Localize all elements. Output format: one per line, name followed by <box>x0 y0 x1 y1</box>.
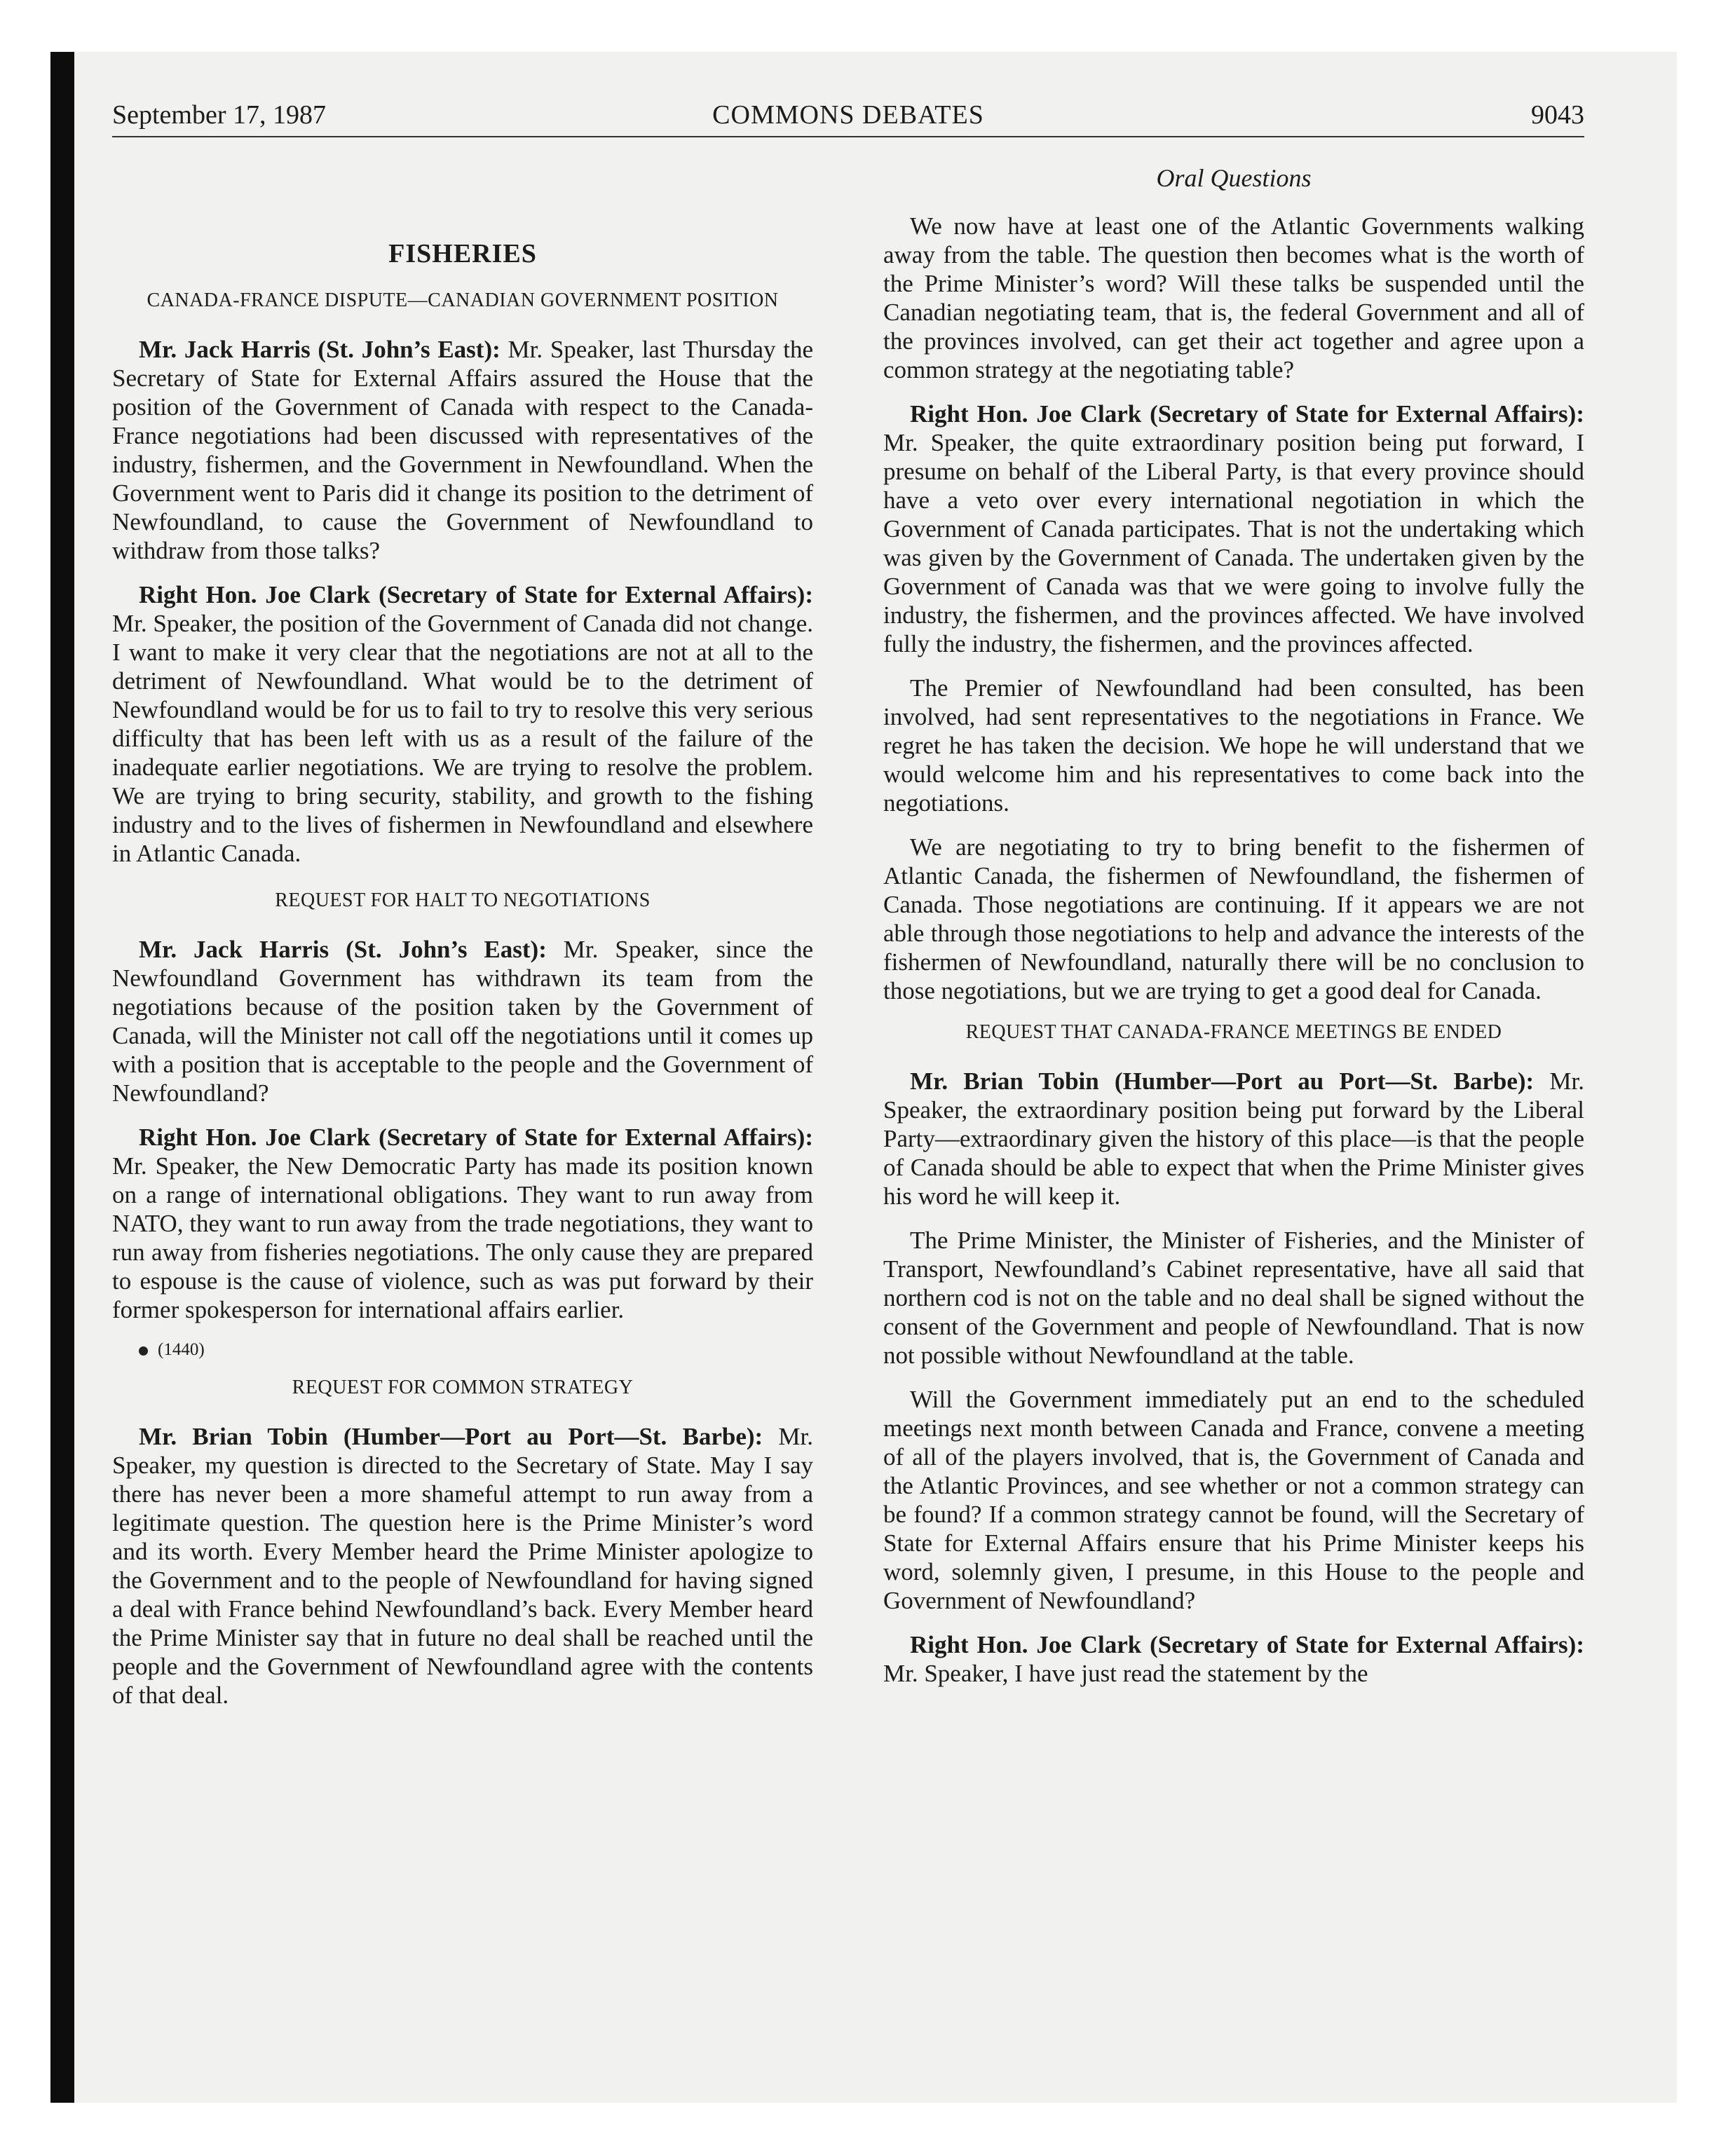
left-column <box>112 163 813 1725</box>
speaker-name: Right Hon. Joe Clark (Secretary of State for External Affairs): <box>910 1631 1584 1658</box>
paragraph <box>883 1630 1584 1688</box>
paragraph: The Premier of Newfoundland had been consulted, has been involved, had sent representatives to the negotiations in France. We regret he has taken the decision. We hope he will understand that we would welcome him and his representatives to come back into the negotiations. <box>883 674 1584 817</box>
speech-text: Mr. Speaker, the extraordinary position being put forward by the Liberal Party—extraordinary given the history of this place—is that the people of Canada should be able to expect that when the Prime Minister gives his word he will keep it. <box>883 1067 1584 1210</box>
binding-edge <box>50 52 74 2103</box>
subheading-common-strategy: REQUEST FOR COMMON STRATEGY <box>292 1377 634 1398</box>
speech-text: Mr. Speaker, last Thursday the Secretary of State for External Affairs assured the House that the position of the Government of Canada with respect to the Canada-France negotiations had been discussed with representatives of the industry, fishermen, and the Government in Newfoundland. When the Government went to Paris did it change its position to the detriment of Newfoundland, to cause the Government of Newfoundland to withdraw from those talks? <box>112 336 814 564</box>
speaker-name: Right Hon. Joe Clark (Secretary of State for External Affairs): <box>139 581 813 608</box>
speaker-name: Mr. Brian Tobin (Humber—Port au Port—St. Barbe): <box>910 1067 1535 1095</box>
speech-text: Mr. Speaker, I have just read the statement by the <box>883 1660 1368 1687</box>
speaker-name: Mr. Jack Harris (St. John’s East): <box>139 936 547 963</box>
speaker-name: Right Hon. Joe Clark (Secretary of State for External Affairs): <box>139 1124 813 1151</box>
paragraph: The Prime Minister, the Minister of Fisheries, and the Minister of Transport, Newfoundland’s Cabinet representative, have all said that northern cod is not on the table and no deal shall be signed without the consent of the Government and people of Newfoundland. That is now not possible without Newfoundland at the table. <box>883 1227 1584 1369</box>
header-page-number: 9043 <box>1531 100 1584 130</box>
subheading-request-halt: REQUEST FOR HALT TO NEGOTIATIONS <box>275 889 651 911</box>
timestamp-text: (1440) <box>158 1340 205 1359</box>
paragraph <box>883 1067 1584 1210</box>
speaker-name: Mr. Brian Tobin (Humber—Port au Port—St. Barbe): <box>139 1423 763 1450</box>
paragraph <box>112 580 813 868</box>
right-column <box>883 163 1584 1703</box>
speaker-name: Mr. Jack Harris (St. John’s East): <box>139 336 501 363</box>
oral-questions-heading: Oral Questions <box>1156 164 1312 192</box>
speech-text: Mr. Speaker, the quite extraordinary position being put forward, I presume on behalf of the Liberal Party, is that every province should have a veto over every international negotiation in which the Government of Canada participates. That is not the undertaking which was given by the Government of Canada. The undertaken given by the Government of Canada was that we were going to involve fully the industry, the fishermen, and the provinces affected. We have involved fully the industry, the fishermen, and the provinces affected. <box>883 429 1584 657</box>
bullet-icon <box>139 1346 148 1356</box>
paragraph <box>112 1422 813 1710</box>
paragraph <box>112 1123 813 1324</box>
paragraph: We are negotiating to try to bring benefit to the fishermen of Atlantic Canada, the fishermen of Newfoundland, the fishermen of Canada. Those negotiations are continuing. If it appears we are not able through those negotiations to help and advance the interests of the fishermen of Newfoundland, naturally there will be no conclusion to those negotiations, but we are trying to get a good deal for Canada. <box>883 833 1584 1004</box>
timestamp-marker <box>112 1339 813 1360</box>
paragraph <box>112 335 813 565</box>
speech-text: Mr. Speaker, my question is directed to the Secretary of State. May I say there has never been a more shameful attempt to run away from a legitimate question. The question here is the Prime Minister’s word and its worth. Every Member heard the Prime Minister apologize to the Government and to the people of Newfoundland for having signed a deal with France behind Newfoundland’s back. Every Member heard the Prime Minister say that in future no deal shall be reached until the people and the Government of Newfoundland agree with the contents of that deal. <box>112 1423 813 1709</box>
speech-text: Mr. Speaker, the New Democratic Party has made its position known on a range of international obligations. They want to run away from NATO, they want to run away from the trade negotiations, they want to run away from fisheries negotiations. The only cause they are prepared to espouse is the cause of violence, such as was put forward by their former spokesperson for international affairs earlier. <box>112 1152 813 1323</box>
speaker-name: Right Hon. Joe Clark (Secretary of State for External Affairs): <box>910 400 1584 428</box>
header-rule <box>112 136 1584 137</box>
speech-text: Mr. Speaker, since the Newfoundland Government has withdrawn its team from the negotiations because of the position taken by the Government of Canada, will the Minister not call off the negotiations until it comes up with a position that is acceptable to the people and the Government of Newfoundland? <box>112 936 813 1107</box>
header-date: September 17, 1987 <box>112 100 327 130</box>
page-header <box>112 97 1584 133</box>
speech-text: Mr. Speaker, the position of the Government of Canada did not change. I want to make it very clear that the negotiations are not at all to the detriment of Newfoundland. What would be to the detriment of Newfoundland would be for us to fail to try to resolve this very serious difficulty that has been left with us as a result of the failure of the inadequate earlier negotiations. We are trying to resolve the problem. We are trying to bring security, stability, and growth to the fishing industry and to the lives of fishermen in Newfoundland and elsewhere in Atlantic Canada. <box>112 610 813 867</box>
paragraph <box>112 935 813 1107</box>
header-journal-title: COMMONS DEBATES <box>712 100 984 130</box>
paragraph: We now have at least one of the Atlantic Governments walking away from the table. The question then becomes what is the worth of the Prime Minister’s word? Will these talks be suspended until the Canadian negotiating team, that is, the federal Government and all of the provinces involved, can get their act together and agree upon a common strategy at the negotiating table? <box>883 212 1584 383</box>
section-title: FISHERIES <box>388 239 537 268</box>
paragraph: Will the Government immediately put an end to the scheduled meetings next month between Canada and France, convene a meeting of all of the players involved, that is, the Government of Canada and the Atlantic Provinces, and see whether or not a common strategy can be found? If a common strategy cannot be found, will the Secretary of State for External Affairs ensure that his Prime Minister keeps his word, solemnly given, I presume, in this House to the people and Government of Newfoundland? <box>883 1386 1584 1614</box>
subheading-canada-france-dispute: CANADA-FRANCE DISPUTE—CANADIAN GOVERNMENT POSITION <box>147 289 779 311</box>
subheading-meetings-ended: REQUEST THAT CANADA-FRANCE MEETINGS BE ENDED <box>965 1021 1502 1043</box>
paragraph <box>883 400 1584 658</box>
